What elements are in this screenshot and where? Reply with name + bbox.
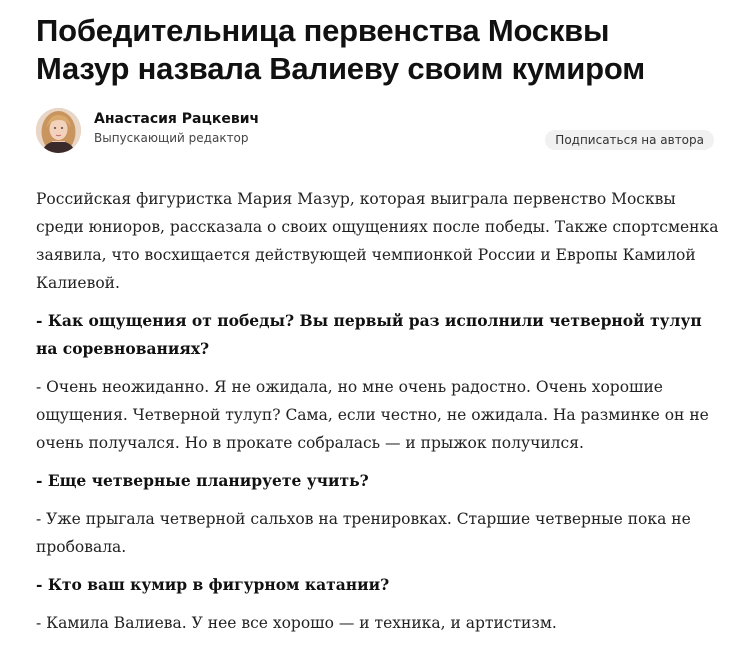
subscribe-author-button[interactable]: Подписаться на автора (545, 130, 714, 150)
author-avatar[interactable] (36, 108, 81, 153)
answer-paragraph: - Очень неожиданно. Я не ожидала, но мне очень радостно. Очень хорошие ощущения. Четверной тулуп? Сама, если честно, не ожидала. На разминке он не очень получался. Но в прокате собралась — и прыжок получился. (36, 378, 709, 452)
author-block (36, 108, 722, 158)
intro-paragraph: Российская фигуристка Мария Мазур, которая выиграла первенство Москвы среди юниоров, рассказала о своих ощущениях после победы. Также спортсменка заявила, что восхищается действующей чемпионкой России и Европы Камилой Калиевой. (36, 190, 719, 292)
article-body (36, 185, 722, 637)
question-paragraph: - Кто ваш кумир в фигурном катании? (36, 575, 390, 594)
answer-paragraph: - Уже прыгала четверной сальхов на тренировках. Старшие четверные пока не пробовала. (36, 510, 691, 556)
author-photo-icon (36, 108, 81, 153)
article (36, 0, 722, 647)
author-role: Выпускающий редактор (94, 131, 249, 145)
article-title-line-1: Победительница первенства Москвы (36, 13, 610, 48)
author-name[interactable]: Анастасия Рацкевич (94, 111, 260, 127)
article-title (36, 12, 722, 88)
answer-paragraph: - Камила Валиева. У нее все хорошо — и техника, и артистизм. (36, 614, 557, 632)
question-paragraph: - Как ощущения от победы? Вы первый раз исполнили четверной тулуп на соревнованиях? (36, 311, 702, 358)
article-title-line-2: Мазур назвала Валиеву своим кумиром (36, 51, 645, 86)
question-paragraph: - Еще четверные планируете учить? (36, 471, 369, 490)
